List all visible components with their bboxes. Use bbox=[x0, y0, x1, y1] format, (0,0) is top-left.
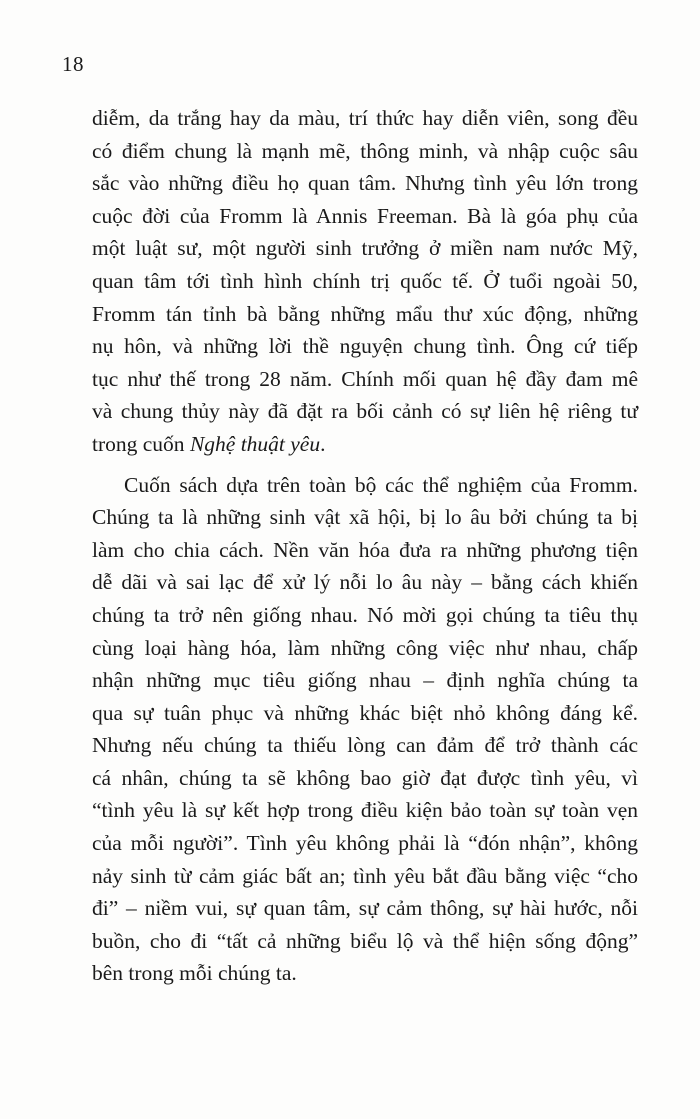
text-line: sắc vào những điều họ quan tâm. Nhưng tình yêu lớn trong bbox=[92, 171, 638, 196]
text-prefix: trong cuốn bbox=[92, 431, 190, 456]
text-line: buồn, cho đi “tất cả những biểu lộ và thể hiện sống động” bbox=[92, 928, 638, 953]
text-line: dễ dãi và sai lạc để xử lý nỗi lo âu này – bằng cách khiến bbox=[92, 570, 638, 595]
text-line: “tình yêu là sự kết hợp trong điều kiện bảo toàn sự toàn vẹn bbox=[92, 798, 638, 823]
text-line: Chúng ta là những sinh vật xã hội, bị lo âu bởi chúng ta bị bbox=[92, 505, 638, 530]
text-line: diễm, da trắng hay da màu, trí thức hay diễn viên, song đều bbox=[92, 106, 638, 130]
text-line: và chung thủy này đã đặt ra bối cảnh có sự liên hệ riêng tư bbox=[92, 399, 638, 424]
text-line-last: bên trong mỗi chúng ta. bbox=[92, 961, 297, 986]
text-line: chúng ta trở nên giống nhau. Nó mời gọi chúng ta tiêu thụ bbox=[92, 602, 638, 627]
text-line-last bbox=[92, 428, 638, 461]
text-line: qua sự tuân phục và những khác biệt nhỏ không đáng kể. bbox=[92, 700, 638, 725]
text-suffix: . bbox=[320, 431, 326, 456]
book-title: Nghệ thuật yêu bbox=[189, 431, 321, 456]
text-line: làm cho chia cách. Nền văn hóa đưa ra những phương tiện bbox=[92, 537, 638, 562]
text-line: một luật sư, một người sinh trưởng ở miền nam nước Mỹ, bbox=[92, 236, 638, 261]
text-line: quan tâm tới tình hình chính trị quốc tế. Ở tuổi ngoài 50, bbox=[92, 268, 638, 293]
text-line: tục như thế trong 28 năm. Chính mối quan hệ đầy đam mê bbox=[92, 366, 638, 391]
text-line: cuộc đời của Fromm là Annis Freeman. Bà là góa phụ của bbox=[92, 203, 638, 228]
text-line-indented: Cuốn sách dựa trên toàn bộ các thể nghiệm của Fromm. bbox=[124, 472, 638, 497]
text-line: đi” – niềm vui, sự quan tâm, sự cảm thông, sự hài hước, nỗi bbox=[92, 896, 638, 921]
text-line: nhận những mục tiêu giống nhau – định nghĩa chúng ta bbox=[92, 668, 638, 693]
text-line: nụ hôn, và những lời thề nguyện chung tình. Ông cứ tiếp bbox=[92, 334, 638, 359]
text-line: nảy sinh từ cảm giác bất an; tình yêu bắt đầu bằng việc “cho bbox=[92, 863, 638, 888]
body-text bbox=[92, 102, 638, 990]
text-line: có điểm chung là mạnh mẽ, thông minh, và nhập cuộc sâu bbox=[92, 138, 638, 163]
paragraph-2 bbox=[92, 469, 638, 991]
text-line: Nhưng nếu chúng ta thiếu lòng can đảm để trở thành các bbox=[92, 733, 638, 758]
paragraph-1 bbox=[92, 102, 638, 461]
text-line: cá nhân, chúng ta sẽ không bao giờ đạt được tình yêu, vì bbox=[92, 765, 638, 790]
page-number: 18 bbox=[62, 52, 84, 76]
text-line: Fromm tán tỉnh bà bằng những mẩu thư xúc động, những bbox=[92, 301, 638, 326]
text-line: cùng loại hàng hóa, làm những công việc như nhau, chấp bbox=[92, 635, 638, 660]
text-line: của mỗi người”. Tình yêu không phải là “đón nhận”, không bbox=[92, 831, 638, 856]
